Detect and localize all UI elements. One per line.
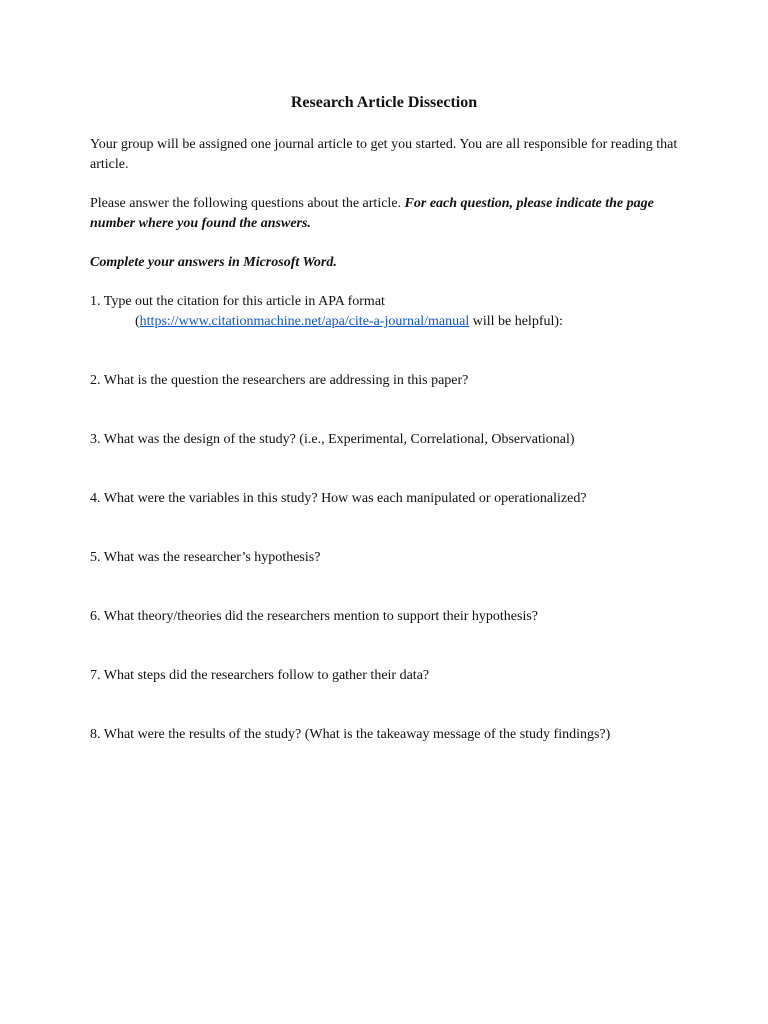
question-6: 6. What theory/theories did the researchers mention to support their hypothesis? — [90, 609, 539, 624]
instructions-text: Please answer the following questions about the article. — [90, 196, 405, 211]
hint-suffix: will be helpful): — [469, 314, 563, 329]
intro-paragraph: Your group will be assigned one journal article to get you started. You are all responsible for reading that article. — [90, 137, 678, 172]
word-note: Complete your answers in Microsoft Word. — [90, 255, 337, 270]
question-7: 7. What steps did the researchers follow to gather their data? — [90, 668, 430, 683]
question-1: 1. Type out the citation for this article in APA format — [90, 294, 385, 309]
question-5: 5. What was the researcher’s hypothesis? — [90, 550, 321, 565]
question-1-citation-hint — [135, 312, 563, 332]
question-8: 8. What were the results of the study? (What is the takeaway message of the study findings?) — [90, 727, 611, 742]
citation-machine-link[interactable]: https://www.citationmachine.net/apa/cite-a-journal/manual — [139, 314, 470, 329]
instructions-emphasis: For each question, please indicate the page number where you found the answers. — [90, 196, 654, 231]
instructions-paragraph — [90, 194, 690, 234]
open-paren: ( — [135, 314, 140, 329]
question-3: 3. What was the design of the study? (i.e., Experimental, Correlational, Observational) — [90, 432, 575, 447]
question-2: 2. What is the question the researchers are addressing in this paper? — [90, 373, 469, 388]
question-4: 4. What were the variables in this study? How was each manipulated or operationalized? — [90, 491, 587, 506]
page-title: Research Article Dissection — [290, 94, 478, 111]
